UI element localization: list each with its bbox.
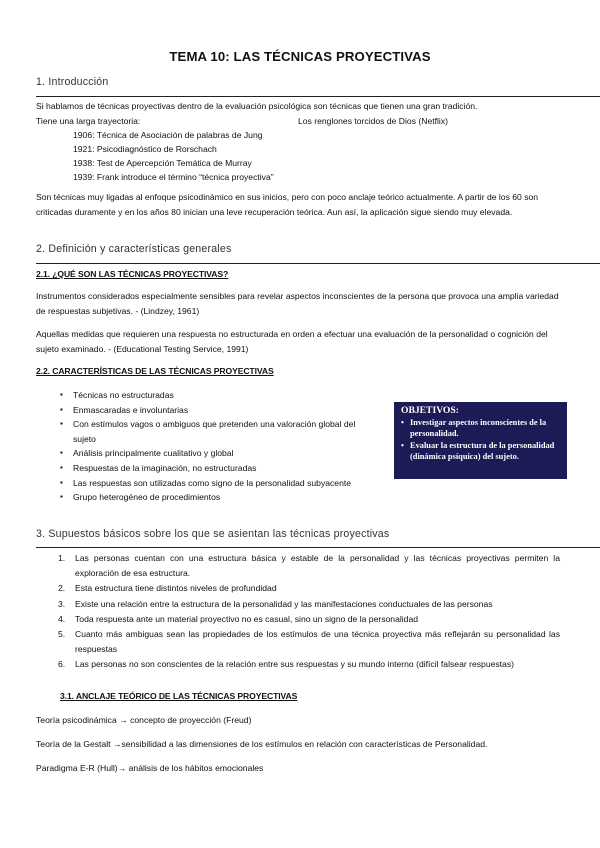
objectives-box <box>394 402 567 479</box>
subsection-2-2-heading: 2.2. CARACTERÍSTICAS DE LAS TÉCNICAS PROYECTIVAS <box>36 366 274 376</box>
timeline-item: 1906: Técnica de Asociación de palabras de Jung <box>73 130 263 140</box>
objectives-list <box>401 417 561 463</box>
list-item: ▪ Técnicas no estructuradas <box>60 388 360 403</box>
list-item: ▪ Grupo heterogéneo de procedimientos <box>60 490 360 505</box>
list-item <box>60 612 560 627</box>
intro-paragraph-1: Si hablamos de técnicas proyectivas dentro de la evaluación psicológica son técnicas que tienen una gran tradición. <box>36 101 478 111</box>
theory-gestalt: Teoría de la Gestalt →sensibilidad a las dimensiones de los estímulos en relación con características de Personalidad. <box>36 739 488 749</box>
section-3-heading: 3. Supuestos básicos sobre los que se asientan las técnicas proyectivas <box>36 528 390 540</box>
timeline-item: 1921: Psicodiagnóstico de Rorschach <box>73 144 217 154</box>
subsection-2-1-heading: 2.1. ¿QUÉ SON LAS TÉCNICAS PROYECTIVAS? <box>36 269 229 279</box>
list-item-text: Las personas cuentan con una estructura básica y estable de la personalidad y las técnicas proyectivas permiten la exploración de esa estructura. <box>75 553 560 579</box>
list-item-text: Existe una relación entre la estructura de la personalidad y las manifestaciones conductuales de las personas <box>75 598 493 609</box>
list-item-text: Esta estructura tiene distintos niveles de profundidad <box>75 583 277 594</box>
theory-psychodynamic: Teoría psicodinámica → concepto de proyección (Freud) <box>36 715 252 725</box>
list-item: ▪ Respuestas de la imaginación, no estructuradas <box>60 461 360 476</box>
timeline-item: 1938: Test de Apercepción Temática de Murray <box>73 158 252 168</box>
timeline-item: 1939: Frank introduce el término “técnica proyectiva” <box>73 172 274 182</box>
list-item: ▪ Las respuestas son utilizadas como signo de la personalidad subyacente <box>60 476 360 491</box>
intro-aside-note: Los renglones torcidos de Dios (Netflix) <box>298 116 448 126</box>
objective-item: • Evaluar la estructura de la personalidad (dinámica psíquica) del sujeto. <box>401 440 561 463</box>
subsection-3-1-heading: 3.1. ANCLAJE TEÓRICO DE LAS TÉCNICAS PROYECTIVAS <box>60 691 298 701</box>
list-item <box>60 627 560 657</box>
section-3-rule <box>36 547 600 548</box>
list-item-text: Las personas no son conscientes de la relación entre sus respuestas y su mundo interno (difícil falsear respuestas) <box>75 659 514 670</box>
definition-lindzey: Instrumentos considerados especialmente sensibles para revelar aspectos inconscientes de la persona que provoca una amplia variedad de respuestas subjetivas. - (Lindzey, 1961) <box>36 291 559 317</box>
list-number: 1. <box>58 553 66 563</box>
objective-item: • Investigar aspectos inconscientes de la personalidad. <box>401 417 561 440</box>
theory-er-paradigm: Paradigma E-R (Hull)→ análisis de los hábitos emocionales <box>36 763 264 773</box>
characteristics-list <box>60 388 360 505</box>
list-item-text: Cuanto más ambiguas sean las propiedades de los estímulos de una técnica proyectiva más reflejarán su personalidad las respuestas <box>75 629 560 655</box>
intro-paragraph-2: Son técnicas muy ligadas al enfoque psicodinámico en sus inicios, pero con poco anclaje teórico actualmente. A partir de los 60 son criticadas duramente y en los años 80 inician una leve recuperación teórica. Aun así, la aplicación sigue siendo muy elevada. <box>36 192 539 218</box>
page-title: TEMA 10: LAS TÉCNICAS PROYECTIVAS <box>169 49 431 64</box>
definition-ets: Aquellas medidas que requieren una respuesta no estructurada en orden a efectuar una evaluación de la personalidad o cognición del sujeto examinado. - (Educational Testing Service, 1991) <box>36 329 548 355</box>
intro-paragraph-1b: Tiene una larga trayectoria: <box>36 116 141 126</box>
list-number: 4. <box>58 613 66 624</box>
section-1-heading: 1. Introducción <box>36 76 109 88</box>
section-2-heading: 2. Definición y características generales <box>36 243 232 255</box>
section-2-rule <box>36 263 600 264</box>
objectives-title: OBJETIVOS: <box>401 405 459 416</box>
assumptions-list <box>60 551 560 673</box>
list-number: 2. <box>58 583 66 594</box>
list-item <box>60 581 560 596</box>
list-item: ▪ Enmascaradas e involuntarias <box>60 403 360 418</box>
list-item <box>60 597 560 612</box>
list-number: 6. <box>58 659 66 670</box>
list-item: ▪ Con estímulos vagos o ambiguos que pretenden una valoración global del sujeto <box>60 417 360 446</box>
list-item: ▪ Análisis principalmente cualitativo y global <box>60 446 360 461</box>
list-item-text: Toda respuesta ante un material proyectivo no es casual, sino un signo de la personalidad <box>75 613 419 624</box>
list-item <box>60 551 560 581</box>
section-1-rule <box>36 96 600 97</box>
list-item <box>60 657 560 672</box>
list-number: 5. <box>58 629 66 640</box>
list-number: 3. <box>58 598 66 609</box>
